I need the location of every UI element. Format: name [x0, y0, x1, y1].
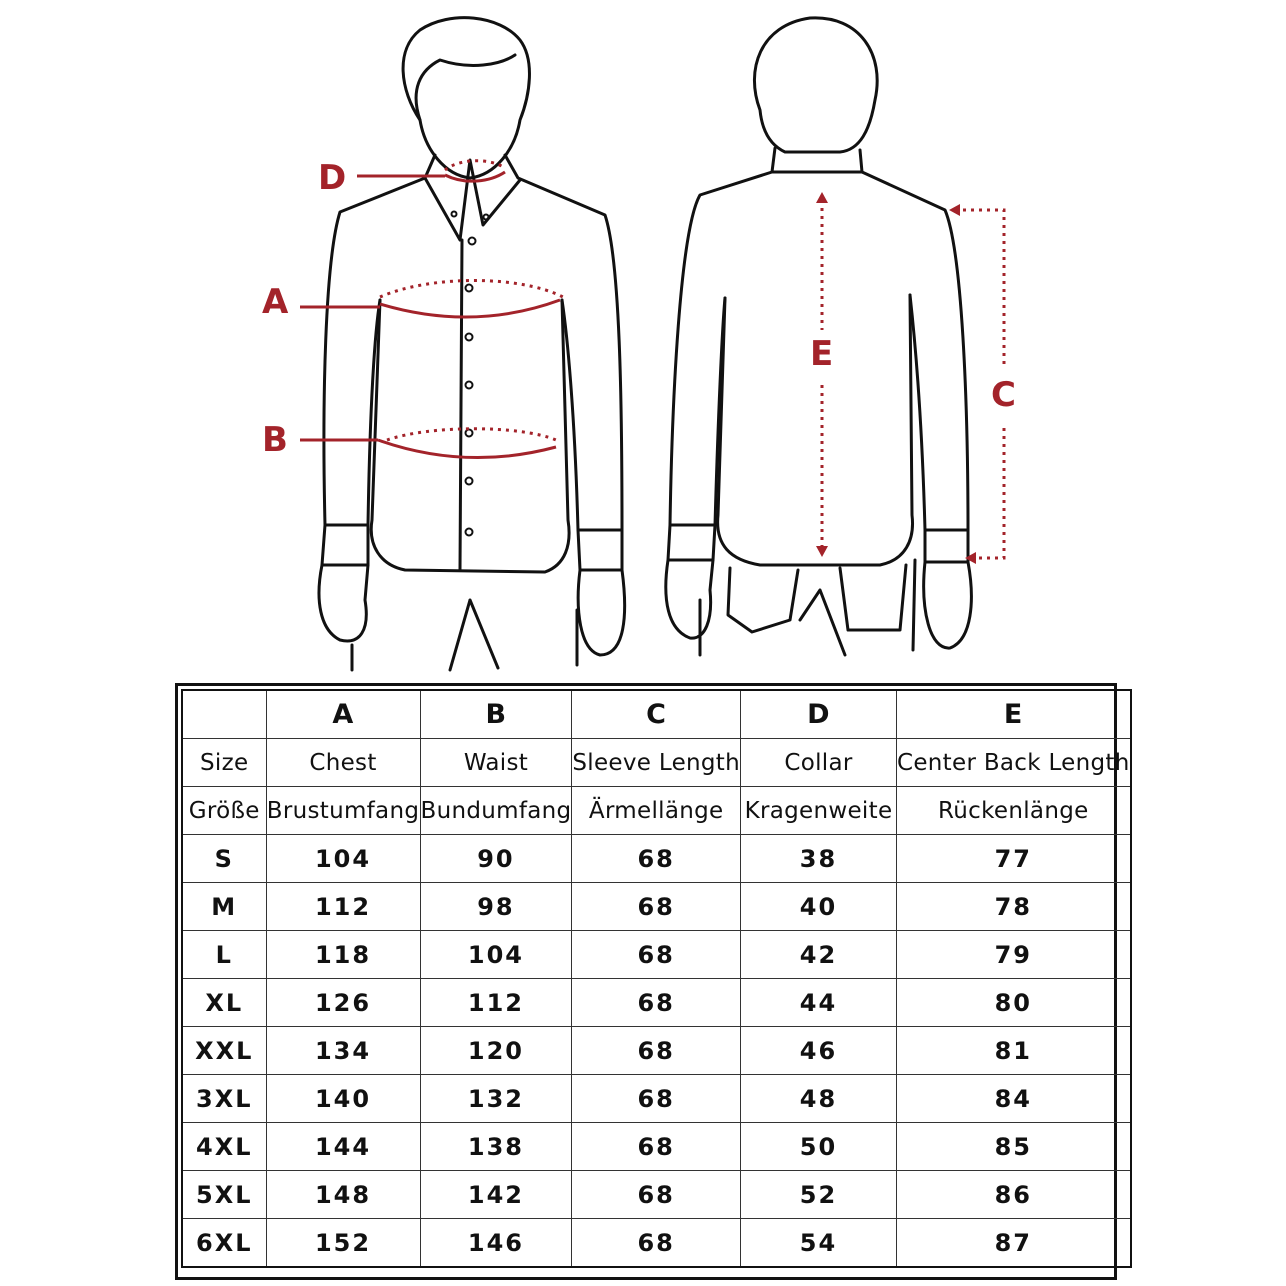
table-cell: Bundumfang: [420, 787, 572, 835]
table-cell: 98: [420, 883, 572, 931]
table-cell: 38: [741, 835, 897, 883]
table-cell: 140: [266, 1075, 420, 1123]
header-row-en: [182, 739, 1131, 787]
table-cell: Waist: [420, 739, 572, 787]
table-cell: 142: [420, 1171, 572, 1219]
table-cell: Collar: [741, 739, 897, 787]
row-header-cell: [182, 690, 266, 739]
table-cell: Kragenweite: [741, 787, 897, 835]
table-cell: 118: [266, 931, 420, 979]
table-cell: 50: [741, 1123, 897, 1171]
table-row: [182, 1171, 1131, 1219]
table-cell: 87: [897, 1219, 1131, 1268]
header-row-de: [182, 787, 1131, 835]
table-cell: 79: [897, 931, 1131, 979]
table-row: [182, 979, 1131, 1027]
row-header-cell: 6XL: [182, 1219, 266, 1268]
table-cell: 68: [572, 883, 741, 931]
row-header-cell: Größe: [182, 787, 266, 835]
row-header-cell: 3XL: [182, 1075, 266, 1123]
back-figure: [666, 18, 1016, 655]
row-header-cell: M: [182, 883, 266, 931]
table-cell: 40: [741, 883, 897, 931]
table-cell: 80: [897, 979, 1131, 1027]
front-figure: [262, 18, 625, 670]
row-header-cell: 5XL: [182, 1171, 266, 1219]
label-c: C: [991, 375, 1016, 415]
table-row: [182, 883, 1131, 931]
row-header-cell: XXL: [182, 1027, 266, 1075]
table-cell: Center Back Length: [897, 739, 1131, 787]
row-header-cell: Size: [182, 739, 266, 787]
table-cell: 138: [420, 1123, 572, 1171]
table-row: [182, 835, 1131, 883]
table-cell: 120: [420, 1027, 572, 1075]
row-header-cell: XL: [182, 979, 266, 1027]
table-cell: 68: [572, 1171, 741, 1219]
table-cell: 90: [420, 835, 572, 883]
table-cell: 68: [572, 979, 741, 1027]
table-cell: 48: [741, 1075, 897, 1123]
table-cell: 85: [897, 1123, 1131, 1171]
table-cell: 134: [266, 1027, 420, 1075]
table-cell: 112: [266, 883, 420, 931]
table-cell: 68: [572, 1123, 741, 1171]
row-header-cell: L: [182, 931, 266, 979]
table-cell: 132: [420, 1075, 572, 1123]
table-cell: 68: [572, 1219, 741, 1268]
table-cell: 148: [266, 1171, 420, 1219]
table-cell: 104: [420, 931, 572, 979]
table-cell: B: [420, 690, 572, 739]
table-cell: 68: [572, 931, 741, 979]
table-row: [182, 1219, 1131, 1268]
row-header-cell: S: [182, 835, 266, 883]
table-cell: A: [266, 690, 420, 739]
label-b: B: [262, 420, 288, 460]
table-cell: Chest: [266, 739, 420, 787]
table-cell: 104: [266, 835, 420, 883]
table-cell: Sleeve Length: [572, 739, 741, 787]
label-a: A: [262, 282, 289, 322]
table-row: [182, 1123, 1131, 1171]
table-row: [182, 1027, 1131, 1075]
row-header-cell: 4XL: [182, 1123, 266, 1171]
table-cell: 84: [897, 1075, 1131, 1123]
table-cell: 52: [741, 1171, 897, 1219]
table-cell: 42: [741, 931, 897, 979]
label-e: E: [810, 334, 834, 374]
table-cell: 44: [741, 979, 897, 1027]
table-cell: C: [572, 690, 741, 739]
table-cell: 54: [741, 1219, 897, 1268]
table-cell: 68: [572, 835, 741, 883]
table-cell: 46: [741, 1027, 897, 1075]
table-cell: 144: [266, 1123, 420, 1171]
table-cell: 112: [420, 979, 572, 1027]
size-table: [181, 689, 1132, 1268]
table-cell: Rückenlänge: [897, 787, 1131, 835]
label-d-front: D: [318, 158, 347, 198]
table-cell: 68: [572, 1075, 741, 1123]
table-cell: 152: [266, 1219, 420, 1268]
table-cell: 68: [572, 1027, 741, 1075]
table-cell: 77: [897, 835, 1131, 883]
table-cell: E: [897, 690, 1131, 739]
table-cell: 78: [897, 883, 1131, 931]
table-row: [182, 1075, 1131, 1123]
table-cell: 126: [266, 979, 420, 1027]
table-row: [182, 931, 1131, 979]
table-cell: 86: [897, 1171, 1131, 1219]
table-cell: D: [741, 690, 897, 739]
table-cell: 146: [420, 1219, 572, 1268]
table-cell: Brustumfang: [266, 787, 420, 835]
letters-row: [182, 690, 1131, 739]
table-cell: 81: [897, 1027, 1131, 1075]
table-cell: Ärmellänge: [572, 787, 741, 835]
